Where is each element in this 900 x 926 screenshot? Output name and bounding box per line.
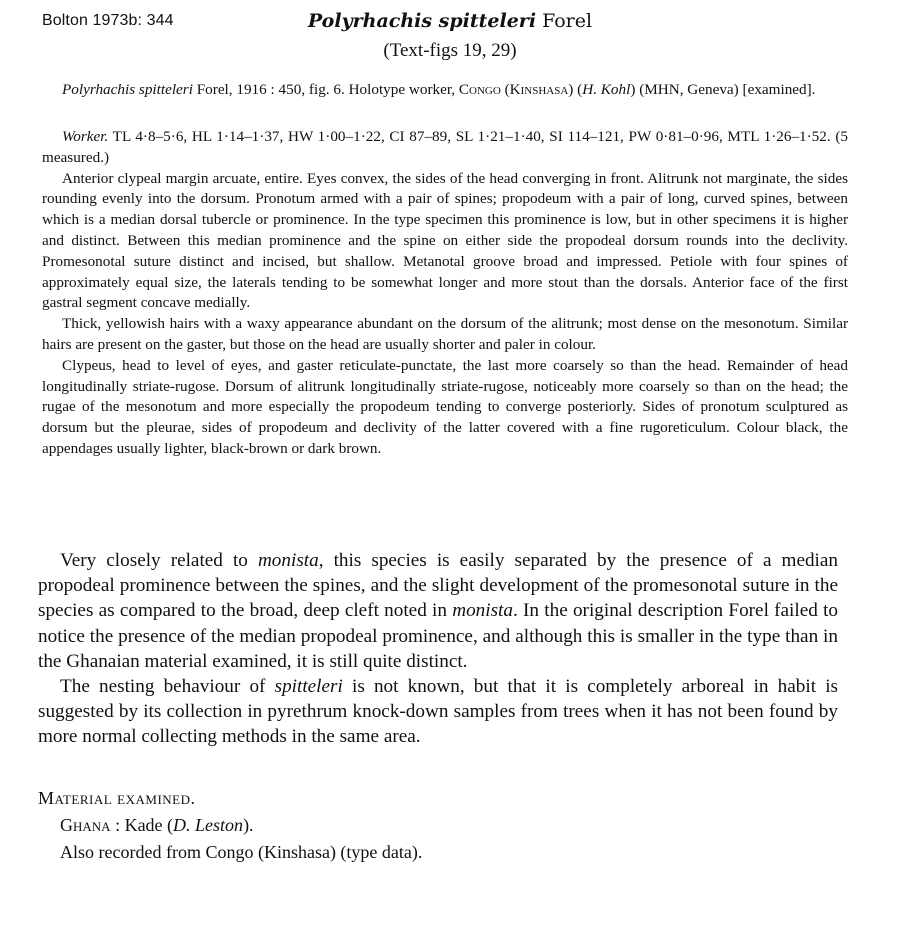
text-run: The nesting behaviour of [60, 676, 275, 698]
text-run: Very closely related to [60, 550, 258, 571]
material-record [38, 812, 838, 839]
synonymy-entry: Polyrhachis spitteleri Forel, 1916 : 450, fig. 6. Holotype worker, Congo (Kinshasa) (H. Kohl) (MHN, Geneva) [examined]. [62, 81, 816, 98]
source-reference: Bolton 1973b: 344 [42, 12, 174, 29]
species-name: Polyrhachis spitteleri [307, 10, 537, 32]
synonymy-block [42, 80, 848, 101]
measurement-values: TL 4·8–5·6, HL 1·14–1·37, HW 1·00–1·22, CI 87–89, SL 1·21–1·40, SI 114–121, PW 0·81–0·96, MTL 1·26–1·52. (5 measured.) [42, 128, 848, 166]
material-collector: D. Leston [173, 815, 244, 835]
text-run: , this species is easily separated by the presence of a median propodeal prominence between the spines, and the slight development of the promesonotal suture in the species as compared to the broad, deep cleft noted in [38, 550, 838, 622]
material-country: Ghana [60, 815, 111, 835]
worker-paragraph: Anterior clypeal margin arcuate, entire. Eyes convex, the sides of the head converging in front. Alitrunk not marginate, the sides rounding evenly into the dorsum. Pronotum armed with a pair of spines; propodeum with a pair of long, curved spines, between which is a median dorsal tubercle or prominence. In the type specimen this prominence is low, but in other specimens it is higher and distinct. Between this median prominence and the spine on either side the propodeal dorsum rounds into the declivity. Promesonotal suture distinct and incised, but shallow. Metanotal groove broad and impressed. Petiole with four spines of approximately equal size, the laterals tending to be somewhat longer and more stout than the dorsals. Anterior face of the first gastral segment concave medially. [42, 169, 848, 312]
worker-paragraph: Clypeus, head to level of eyes, and gaster reticulate-punctate, the last more coarsely so than the head. Remainder of head longitudinally striate-rugose. Dorsum of alitrunk longitudinally striate-rugose, noticeably more coarsely so than on the head; the rugae of the mesonotum and more especially the propodeum tending to converge posteriorly. Sides of pronotum sculptured as dorsum but the pleurae, sides of propodeum and declivity of the latter covered with a fine rugoreticulum. Colour black, the appendages usually lighter, black-brown or dark brown. [42, 356, 848, 457]
worker-label: Worker. [62, 128, 109, 145]
synonymy-citation: Forel, 1916 : 450, fig. 6. Holotype worker, [192, 81, 459, 98]
text-run: ). [243, 815, 254, 835]
material-locality: : Kade ( [110, 815, 174, 835]
text-run: . In the original description Forel failed to notice the presence of the median propodeal prominence, and although this is smaller in the type than in the Ghanaian material examined, it is still quite distinct. [38, 600, 838, 672]
worker-paragraph: Thick, yellowish hairs with a waxy appearance abundant on the dorsum of the alitrunk; most dense on the mesonotum. Similar hairs are present on the gaster, but those on the head are usually shorter and paler in colour. [42, 315, 848, 353]
figure-reference: (Text-figs 19, 29) [383, 40, 517, 61]
worker-measurements [42, 127, 848, 169]
synonymy-repository: (MHN, Geneva) [examined]. [639, 81, 816, 98]
material-note: Also recorded from Congo (Kinshasa) (type data). [60, 842, 423, 862]
material-section [38, 785, 838, 866]
species-title [0, 10, 900, 32]
synonymy-collector: H. Kohl [582, 81, 631, 98]
synonymy-country: Congo (Kinshasa) [458, 81, 574, 98]
species-reference: spitteleri [274, 676, 343, 698]
species-reference: monista [257, 550, 319, 571]
synonymy-name: Polyrhachis spitteleri [62, 81, 193, 98]
discussion-paragraph [38, 674, 838, 750]
discussion-section [38, 548, 838, 750]
material-heading: Material examined. [38, 788, 196, 808]
worker-description [42, 127, 848, 460]
species-reference: monista [452, 600, 513, 622]
discussion-paragraph [38, 548, 838, 674]
text-run: is not known, but that it is completely arboreal in habit is suggested by its collection in pyrethrum knock-down samples from trees when it has not been found by more normal collecting methods in the same area. [38, 676, 839, 748]
species-author: Forel [542, 10, 593, 32]
